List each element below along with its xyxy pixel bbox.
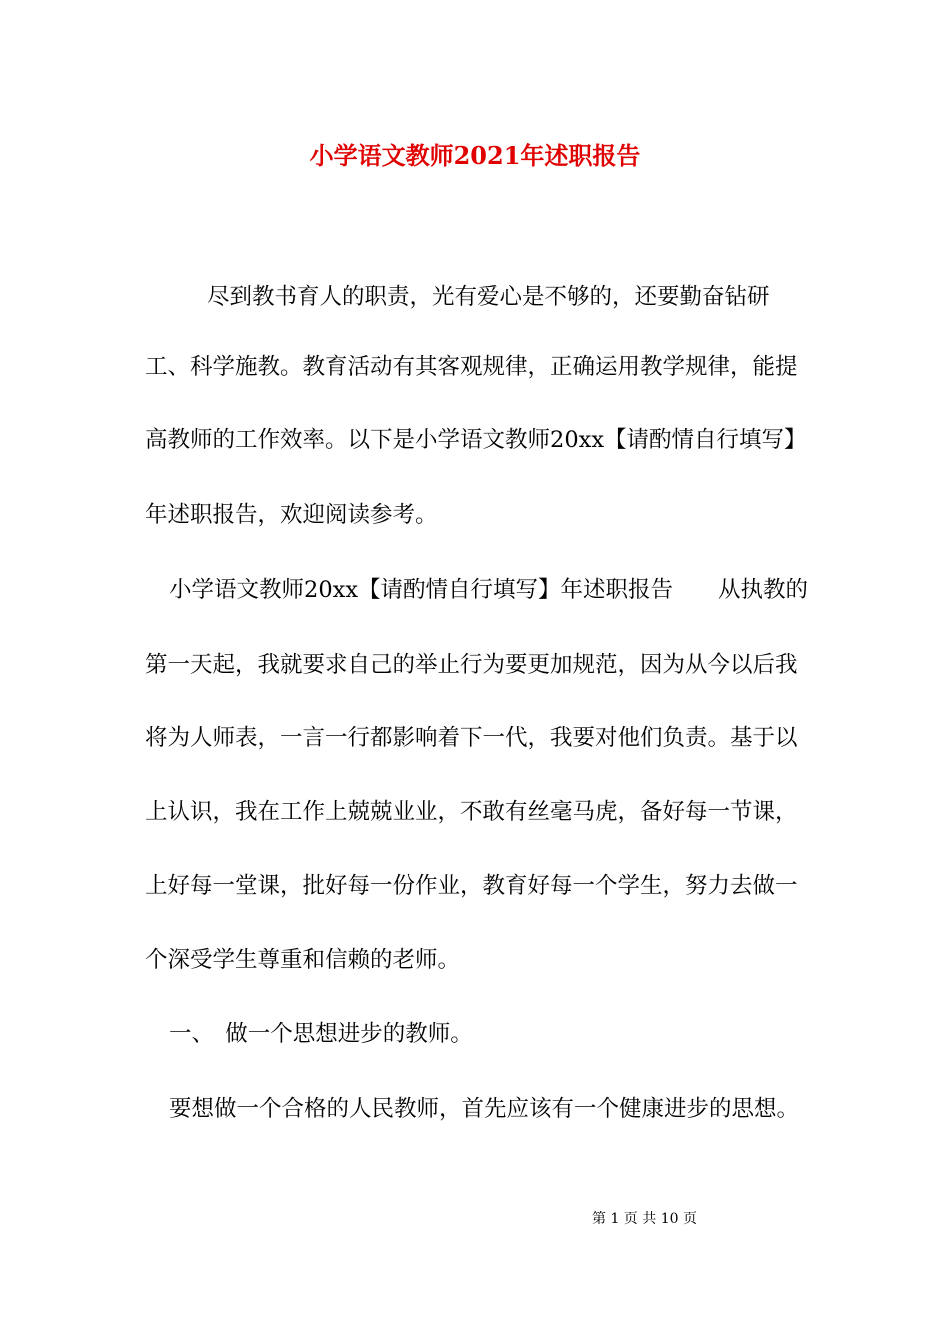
paragraph-line: 将为人师表，一言一行都影响着下一代，我要对他们负责。基于以 xyxy=(145,725,798,751)
paragraph-line: 上认识，我在工作上兢兢业业，不敢有丝毫马虎，备好每一节课， xyxy=(145,799,798,825)
paragraph-line: 小学语文教师20xx【请酌情自行填写】年述职报告 从执教的 xyxy=(169,577,809,603)
paragraph-line: 要想做一个合格的人民教师，首先应该有一个健康进步的思想。 xyxy=(169,1096,800,1122)
paragraph-line: 上好每一堂课，批好每一份作业，教育好每一个学生，努力去做一 xyxy=(145,873,798,899)
paragraph-line: 高教师的工作效率。以下是小学语文教师20xx【请酌情自行填写】 xyxy=(145,427,807,453)
paragraph-line: 第一天起，我就要求自己的举止行为要更加规范，因为从今以后我 xyxy=(145,652,798,678)
paragraph-line: 个深受学生尊重和信赖的老师。 xyxy=(145,947,461,973)
paragraph-line: 尽到教书育人的职责，光有爱心是不够的，还要勤奋钻研 xyxy=(207,284,770,310)
section-heading: 一、 做一个思想进步的教师。 xyxy=(169,1021,473,1047)
paragraph-line: 年述职报告，欢迎阅读参考。 xyxy=(145,502,438,528)
page-footer: 第 1 页 共 10 页 xyxy=(592,1211,697,1227)
page-title: 小学语文教师2021年述职报告 xyxy=(309,141,641,170)
paragraph-line: 工、科学施教。教育活动有其客观规律，正确运用教学规律，能提 xyxy=(145,354,798,380)
